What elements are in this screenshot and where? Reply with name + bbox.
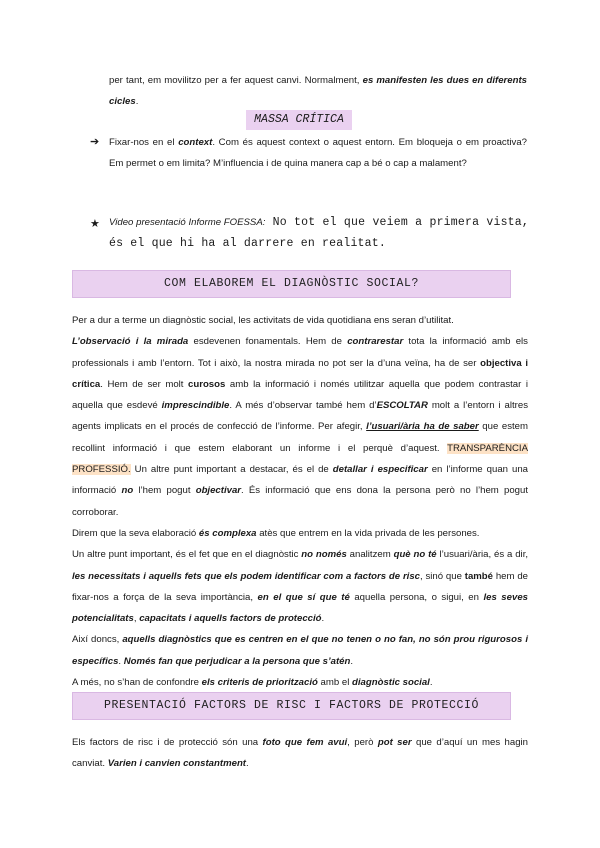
arrow-right-icon: ➔	[90, 136, 100, 148]
paragraph-intro: Per a dur a terme un diagnòstic social, les activitats de vida quotidiana ens seran d’utilitat.	[72, 315, 454, 326]
context-bullet-text: Fixar-nos en el context. Com és aquest context o aquest entorn. Em bloqueja o em proactiva? Em permet o em limita? M’influencia i de quina manera cap a bé o cap a malament?	[109, 137, 527, 169]
section-diagnostic-body	[72, 310, 528, 693]
massa-critica-label: MASSA CRÍTICA	[246, 110, 352, 130]
heading-factors-risc-proteccio: PRESENTACIÓ FACTORS DE RISC I FACTORS DE PROTECCIÓ	[72, 692, 511, 720]
video-bullet-text: Video presentació Informe FOESSA: No tot el que veiem a primera vista, és el que hi ha al darrere en realitat.	[109, 216, 529, 250]
paragraph-aixi-doncs: Així doncs, aquells diagnòstics que es centren en el que no tenen o no fan, no són prou rigurosos i específics. Només fan que perjudicar a la persona que s’atén.	[72, 634, 528, 667]
intro-paragraph: per tant, em movilitzo per a fer aquest canvi. Normalment, es manifesten les dues en diferents cicles.	[109, 75, 527, 107]
paragraph-a-mes: A més, no s’han de confondre els criteris de priorització amb el diagnòstic social.	[72, 677, 433, 689]
paragraph-complexa: Direm que la seva elaboració és complexa atès que entrem en la vida privada de les persones.	[72, 527, 480, 539]
paragraph-factors: Un altre punt important, és el fet que en el diagnòstic no només analitzem què no té l’usuari/ària, és a dir, les necessitats i aquells fets que els podem identificar com a factors de risc, sinó que també hem de fixar-nos a força de la seva importància, en el que sí que té aquella persona, o sigui, en les seves potencialitats, capacitats i aquells factors de protecció.	[72, 549, 529, 625]
star-icon: ★	[90, 218, 100, 230]
heading-diagnostic-social: COM ELABOREM EL DIAGNÒSTIC SOCIAL?	[72, 270, 511, 298]
paragraph-observacio: L’observació i la mirada esdevenen fonamentals. Hem de contrarestar tota la informació amb els professionals i amb l’entorn. Tot i això, la nostra mirada no pot ser la d’una veïna, ha de ser objectiva i crítica. Hem de ser molt curosos amb la informació i només utilitzar aquella que podem contrastar i aquella que esdevé imprescindible. A més d’observar també hem d’ESCOLTAR molt a l’entorn i altres agents implicats en el procés de confecció de l’informe. Per afegir, l’usuari/ària ha de saber que estem recollint informació i que estem elaborant un informe i el perquè d’aquest. TRANSPARÈNCIA PROFESSIÓ. Un altre punt important a destacar, és el de detallar i especificar en l’informe quan una informació no l’hem pogut objectivar. És informació que ens dona la persona però no l’hem pogut corroborar.	[72, 336, 529, 518]
section-factors-body: Els factors de risc i de protecció són una foto que fem avui, però pot ser que d’aquí un mes hagin canviat. Varien i canvien constantment.	[72, 737, 529, 769]
